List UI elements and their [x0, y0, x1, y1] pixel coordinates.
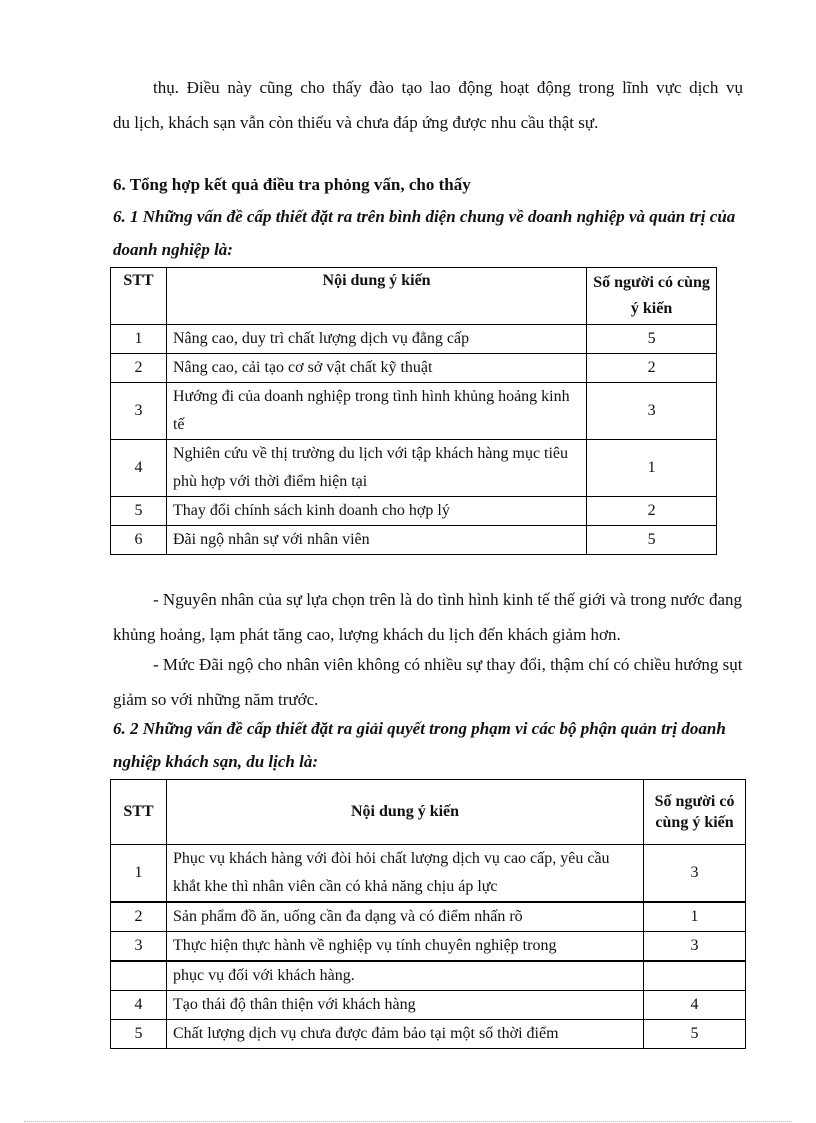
header-content: Nội dung ý kiến: [166, 780, 643, 845]
intro-line-2: du lịch, khách sạn vẫn còn thiếu và chưa đáp ứng được nhu cầu thật sự.: [113, 113, 599, 132]
header-count: Số người có cùng ý kiến: [587, 268, 717, 325]
row-count: 3: [644, 932, 746, 962]
row-count: 5: [587, 325, 717, 354]
header-content: Nội dung ý kiến: [166, 268, 586, 325]
table-row: [111, 902, 746, 932]
row-content: Thực hiện thực hành về nghiệp vụ tính chuyên nghiệp trong: [166, 932, 643, 962]
table-row: [111, 526, 717, 555]
row-stt: [111, 961, 167, 991]
row-content: phục vụ đối với khách hàng.: [166, 961, 643, 991]
table-row: [111, 961, 746, 991]
row-count: 5: [587, 526, 717, 555]
header-stt: STT: [111, 780, 167, 845]
row-content: Nghiên cứu về thị trường du lịch với tập khách hàng mục tiêu phù hợp với thời điểm hiện tại: [166, 440, 586, 497]
row-content: Nâng cao, cải tạo cơ sở vật chất kỹ thuật: [166, 354, 586, 383]
row-content: Tạo thái độ thân thiện với khách hàng: [166, 991, 643, 1020]
row-stt: 3: [111, 932, 167, 962]
header-stt: STT: [111, 268, 167, 325]
row-stt: 3: [111, 383, 167, 440]
opinion-table-1: [110, 267, 717, 555]
page-bottom-divider: [24, 1121, 792, 1122]
row-count: [644, 961, 746, 991]
intro-line-1: thụ. Điều này cũng cho thấy đào tạo lao động hoạt động trong lĩnh vực dịch vụ: [153, 78, 743, 97]
row-count: 2: [587, 497, 717, 526]
table-row: [111, 932, 746, 962]
table-row: [111, 383, 717, 440]
note-2: - Mức Đãi ngộ cho nhân viên không có nhiều sự thay đổi, thậm chí có chiều hướng sụt giảm so với những năm trước.: [113, 655, 743, 709]
row-stt: 5: [111, 1020, 167, 1049]
table-row: [111, 325, 717, 354]
row-count: 4: [644, 991, 746, 1020]
table-header-row: [111, 780, 746, 845]
table-row: [111, 991, 746, 1020]
row-stt: 2: [111, 902, 167, 932]
opinion-table-2: [110, 779, 746, 1049]
row-content: Thay đổi chính sách kinh doanh cho hợp lý: [166, 497, 586, 526]
row-stt: 1: [111, 845, 167, 903]
row-count: 1: [587, 440, 717, 497]
row-count: 3: [644, 845, 746, 903]
row-count: 5: [644, 1020, 746, 1049]
row-count: 2: [587, 354, 717, 383]
section-6-title: 6. Tổng hợp kết quả điều tra phỏng vấn, cho thấy: [113, 175, 471, 194]
table-row: [111, 354, 717, 383]
row-content: Nâng cao, duy trì chất lượng dịch vụ đẳng cấp: [166, 325, 586, 354]
table-row: [111, 440, 717, 497]
row-count: 3: [587, 383, 717, 440]
row-stt: 5: [111, 497, 167, 526]
row-stt: 4: [111, 440, 167, 497]
row-stt: 4: [111, 991, 167, 1020]
table-header-row: [111, 268, 717, 325]
header-count: Số người có cùng ý kiến: [644, 780, 746, 845]
table-row: [111, 845, 746, 903]
row-stt: 2: [111, 354, 167, 383]
row-content: Phục vụ khách hàng với đòi hỏi chất lượng dịch vụ cao cấp, yêu cầu khắt khe thì nhân viên cần có khả năng chịu áp lực: [166, 845, 643, 903]
table-row: [111, 1020, 746, 1049]
row-stt: 1: [111, 325, 167, 354]
section-6-2-title: 6. 2 Những vấn đề cấp thiết đặt ra giải quyết trong phạm vi các bộ phận quản trị doanh nghiệp khách sạn, du lịch là:: [113, 719, 726, 771]
row-content: Sản phẩm đồ ăn, uống cần đa dạng và có điểm nhấn rõ: [166, 902, 643, 932]
row-count: 1: [644, 902, 746, 932]
row-content: Đãi ngộ nhân sự với nhân viên: [166, 526, 586, 555]
note-1: - Nguyên nhân của sự lựa chọn trên là do tình hình kinh tế thế giới và trong nước đang khủng hoảng, lạm phát tăng cao, lượng khách du lịch đến khách giảm hơn.: [113, 590, 743, 644]
section-6-1-title: 6. 1 Những vấn đề cấp thiết đặt ra trên bình diện chung về doanh nghiệp và quản trị của doanh nghiệp là:: [113, 207, 736, 259]
row-content: Hướng đi của doanh nghiệp trong tình hình khủng hoảng kinh tế: [166, 383, 586, 440]
row-content: Chất lượng dịch vụ chưa được đảm bảo tại một số thời điểm: [166, 1020, 643, 1049]
row-stt: 6: [111, 526, 167, 555]
table-row: [111, 497, 717, 526]
